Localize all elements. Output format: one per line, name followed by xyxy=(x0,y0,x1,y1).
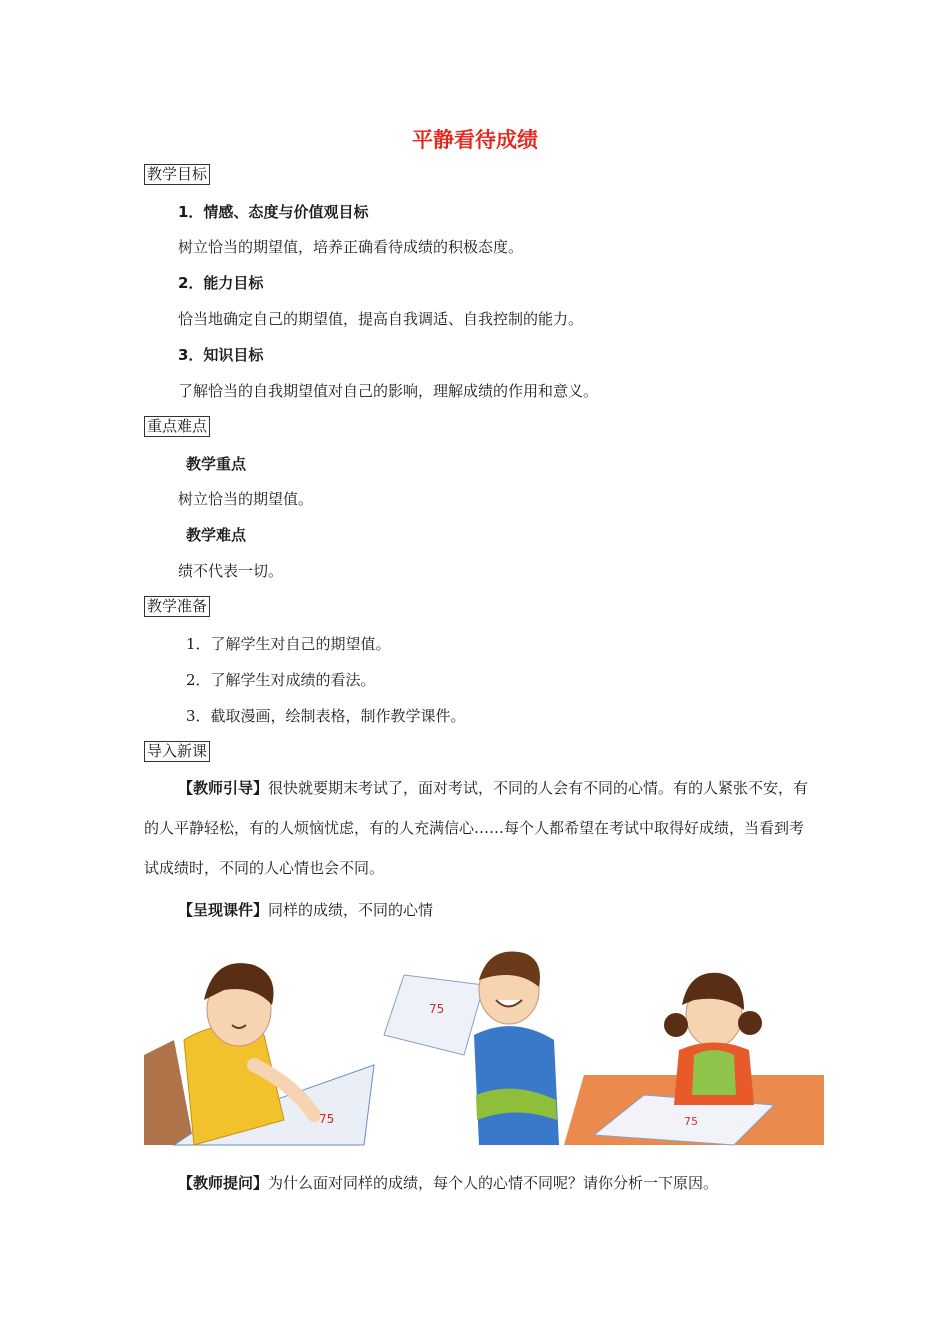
focus-text: 树立恰当的期望值。 xyxy=(178,490,314,508)
section-heading-intro: 导入新课 xyxy=(144,741,210,762)
svg-text:75: 75 xyxy=(319,1112,335,1126)
difficulty-text: 绩不代表一切。 xyxy=(178,562,284,580)
difficulty-title: 教学难点 xyxy=(186,526,247,544)
happy-boy-icon xyxy=(384,952,559,1145)
prep-item: 2．了解学生对成绩的看法。 xyxy=(186,671,376,689)
svg-text:75: 75 xyxy=(429,1002,445,1016)
section-heading-prep: 教学准备 xyxy=(144,596,210,617)
section-heading-keypoints: 重点难点 xyxy=(144,416,210,437)
page-title: 平静看待成绩 xyxy=(412,128,538,152)
worried-boy-icon xyxy=(144,963,374,1145)
teacher-question-line xyxy=(178,1172,718,1193)
teacher-question-tag: 【教师提问】 xyxy=(178,1174,269,1192)
courseware-line xyxy=(178,899,433,920)
calm-girl-icon xyxy=(564,973,824,1145)
focus-title: 教学重点 xyxy=(186,455,247,473)
goal-1-title: 1．情感、态度与价值观目标 xyxy=(178,203,369,221)
goal-2-title: 2．能力目标 xyxy=(178,274,264,292)
goal-2-text: 恰当地确定自己的期望值，提高自我调适、自我控制的能力。 xyxy=(178,310,584,328)
cartoon-students-with-grades-illustration xyxy=(144,945,824,1150)
prep-item: 3．截取漫画，绘制表格，制作教学课件。 xyxy=(186,707,466,725)
section-heading-goals: 教学目标 xyxy=(144,164,210,185)
courseware-text: 同样的成绩，不同的心情 xyxy=(268,901,434,919)
teacher-guide-paragraph xyxy=(144,768,810,888)
goal-3-title: 3．知识目标 xyxy=(178,346,264,364)
goal-1-text: 树立恰当的期望值，培养正确看待成绩的积极态度。 xyxy=(178,238,524,256)
teacher-question-text: 为什么面对同样的成绩，每个人的心情不同呢？请你分析一下原因。 xyxy=(268,1174,719,1192)
svg-text:75: 75 xyxy=(684,1115,698,1128)
goal-3-text: 了解恰当的自我期望值对自己的影响，理解成绩的作用和意义。 xyxy=(178,382,599,400)
teacher-guide-text: 很快就要期末考试了，面对考试，不同的人会有不同的心情。有的人紧张不安，有的人平静轻松，有的人烦恼忧虑，有的人充满信心……每个人都希望在考试中取得好成绩，当看到考试成绩时，不同的人心情也会不同。 xyxy=(144,779,809,877)
prep-item: 1．了解学生对自己的期望值。 xyxy=(186,635,391,653)
teacher-guide-tag: 【教师引导】 xyxy=(178,779,269,797)
courseware-tag: 【呈现课件】 xyxy=(178,901,269,919)
